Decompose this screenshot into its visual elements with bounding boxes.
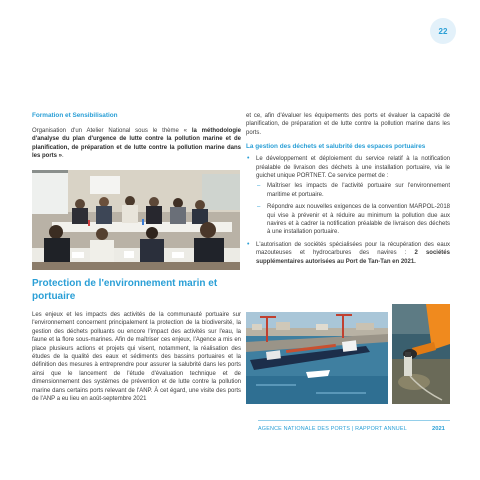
page-number: 22: [438, 26, 448, 36]
section-formation: [32, 112, 241, 161]
section-heading-formation: Formation et Sensibilisation: [32, 112, 118, 119]
section-heading-waste: La gestion des déchets et salubrité des espaces portuaires: [246, 143, 426, 151]
sub-list-item: – Maîtriser les impacts de l'activité portuaire sur l'environnement maritime et portuaire.: [257, 183, 450, 198]
list-item: • L'autorisation de sociétés spécialisées pour la récupération des eaux mazouteuses et hydrocarbures des navires : 2 sociétés supplémentaires autorisées au Port de Tan-Tan en 2021.: [247, 240, 450, 265]
intro-text: et ce, afin d'évaluer les équipements des ports et évaluer la capacité de planification, de préparation et de lutte contre la pollution marine dans les ports.: [246, 113, 450, 136]
bullet-icon: •: [247, 240, 250, 248]
section-heading-protection: Protection de l'environnement marin et portuaire: [32, 278, 218, 302]
dash-icon: –: [257, 204, 261, 211]
sub-list-item: – Répondre aux nouvelles exigences de la convention MARPOL-2018 qui vise à prévenir et à réduire au minimum la pollution due aux navires et à cadrer la notification préalable de livraison des déchets à une installation portuaire.: [257, 204, 450, 236]
section-protection: [32, 277, 241, 403]
list-item: • Le développement et déploiement du service relatif à la notification préalable de livraison des déchets à une installation portuaire, via le guichet unique PORTNET. Ce service permet de : – Maîtriser les impacts de l'activité portuaire sur l'environnement maritime et portuaire. – Répondre aux nouvelles exigences de la convention MARPOL-2018 qui vise à prévenir et à réduire au minimum la pollution due aux navires et à cadrer la notification préalable de livraison des déchets à une installation portuaire.: [247, 155, 450, 236]
footer-text: AGENCE NATIONALE DES PORTS | RAPPORT ANNUEL: [258, 426, 407, 432]
footer-divider: [258, 420, 450, 421]
right-column: [246, 112, 450, 266]
footer-year: 2021: [432, 426, 445, 432]
port-photo: [246, 312, 388, 404]
sub-list: [256, 182, 450, 236]
page-number-badge: [430, 18, 456, 44]
bullet-icon: •: [247, 155, 250, 163]
section-text-formation: Organisation d'un Atelier National sous le thème « la méthodologie d'analyse du plan d'urgence de lutte contre la pollution marine et de planification, de préparation et de lutte contre la pollution marine dans les ports ».: [32, 128, 241, 160]
dash-icon: –: [257, 183, 261, 190]
waste-list: [246, 155, 450, 266]
worker-photo: [392, 304, 450, 404]
section-text-protection: Les enjeux et les impacts des activités de la communauté portuaire sur l'environnement concernent principalement la protection de la biodiversité, la gestion des déchets polluants ou encore l'impact des activités sur l'eau, la faune et la flore sous-marines. Afin de maîtriser ces enjeux, l'Agence a mis en place plusieurs actions et projets qui visent, notamment, la réalisation des études de la qualité des eaux et sédiments des bassins portuaires et la définition des mesures à entreprendre pour assurer la salubrité dans les ports ainsi que le lancement de l'étude d'évaluation technique et de dimensionnement des systèmes de prévention et de lutte contre la pollution marine dans certains ports relevant de l'ANP. À cet égard, une visite des ports de l'ANP a eu lieu en août-septembre 2021: [32, 312, 241, 403]
workshop-photo: [32, 170, 240, 270]
